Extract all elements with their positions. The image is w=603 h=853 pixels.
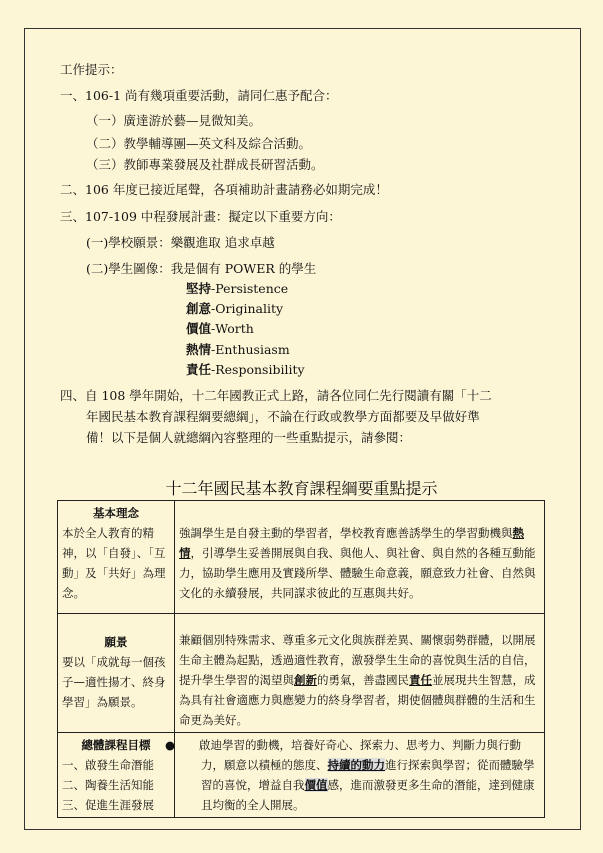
item-4-line-2: 年國民基本教育課程綱要總綱」，不論在行政或教學方面都要及早做好準 (86, 409, 480, 424)
goal-1: 一、啟發生命潛能 (62, 758, 154, 772)
power-e: 熱情-Enthusiasm (186, 342, 290, 357)
goal-2: 二、陶養生活知能 (62, 778, 154, 792)
item-1-sub-2: （二）教學輔導團—英文科及綜合活動。 (86, 136, 312, 151)
basic-concept-cell (58, 501, 175, 614)
vision-summary: 要以「成就每一個孩子—適性揚才、終身學習」為願景。 (62, 655, 166, 709)
power-w: 價值-Worth (186, 321, 254, 336)
item-4-line-1: 四、自 108 學年開始，十二年國教正式上路，請各位同仁先行閱讀有關「十二 (60, 388, 492, 403)
item-1-sub-3: （三）教師專業發展及社群成長研習活動。 (86, 157, 324, 172)
goals-detail: ● 啟迪學習的動機，培養好奇心、探索力、思考力、判斷力與行動力，願意以積極的態度、持續的動力進行探索與學習；從而體驗學習的喜悅，增益自我價值感，進而激發更多生命的潛能，達到健康且均衡的全人開展。 (175, 733, 545, 818)
goals-heading: 總體課程目標 (81, 738, 151, 752)
work-tips-heading: 工作提示： (60, 62, 123, 77)
item-3: 三、107-109 中程發展計畫：擬定以下重要方向： (60, 209, 341, 224)
bullet-icon: ● (165, 738, 176, 752)
table-row (58, 733, 545, 818)
basic-concept-detail: 強調學生是自發主動的學習者，學校教育應善誘學生的學習動機與熱情，引導學生妥善開展與自我、與他人、與社會、與自然的各種互動能力，協助學生應用及實踐所學、體驗生命意義，願意致力社會、自然與文化的永續發展，共同謀求彼此的互惠與共好。 (175, 501, 545, 614)
basic-concept-summary: 本於全人教育的精神，以「自發」、「互動」及「共好」為理念。 (62, 526, 166, 600)
goals-cell (58, 733, 175, 818)
student-portrait: (二)學生圖像：我是個有 POWER 的學生 (86, 261, 317, 276)
school-vision: (一)學校願景：樂觀進取 追求卓越 (86, 235, 275, 250)
table-title: 十二年國民基本教育課程綱要重點提示 (165, 479, 438, 498)
item-4-line-3: 備！以下是個人就總綱內容整理的一些重點提示，請參閱： (86, 430, 412, 445)
vision-heading: 願景 (104, 635, 128, 649)
power-p: 堅持-Persistence (186, 281, 289, 296)
vision-cell (58, 614, 175, 733)
item-2: 二、106 年度已接近尾聲，各項補助計畫請務必如期完成！ (60, 182, 388, 197)
item-1-sub-1: （一）廣達游於藝—見微知美。 (86, 113, 262, 128)
power-r: 責任-Responsibility (186, 362, 305, 377)
basic-concept-heading: 基本理念 (93, 506, 139, 520)
item-1: 一、106-1 尚有幾項重要活動，請同仁惠予配合： (60, 88, 338, 103)
table-row (58, 501, 545, 614)
table-row (58, 614, 545, 733)
curriculum-table (57, 500, 545, 818)
power-o: 創意-Originality (186, 301, 284, 316)
goal-3: 三、促進生涯發展 (62, 798, 154, 812)
vision-detail: 兼顧個別特殊需求、尊重多元文化與族群差異、關懷弱勢群體，以開展生命主體為起點，透過適性教育，激發學生生命的喜悅與生活的自信，提升學生學習的渴望與創新的勇氣，善盡國民責任並展現共生智慧，成為具有社會適應力與應變力的終身學習者，期使個體與群體的生活和生命更為美好。 (175, 614, 545, 733)
